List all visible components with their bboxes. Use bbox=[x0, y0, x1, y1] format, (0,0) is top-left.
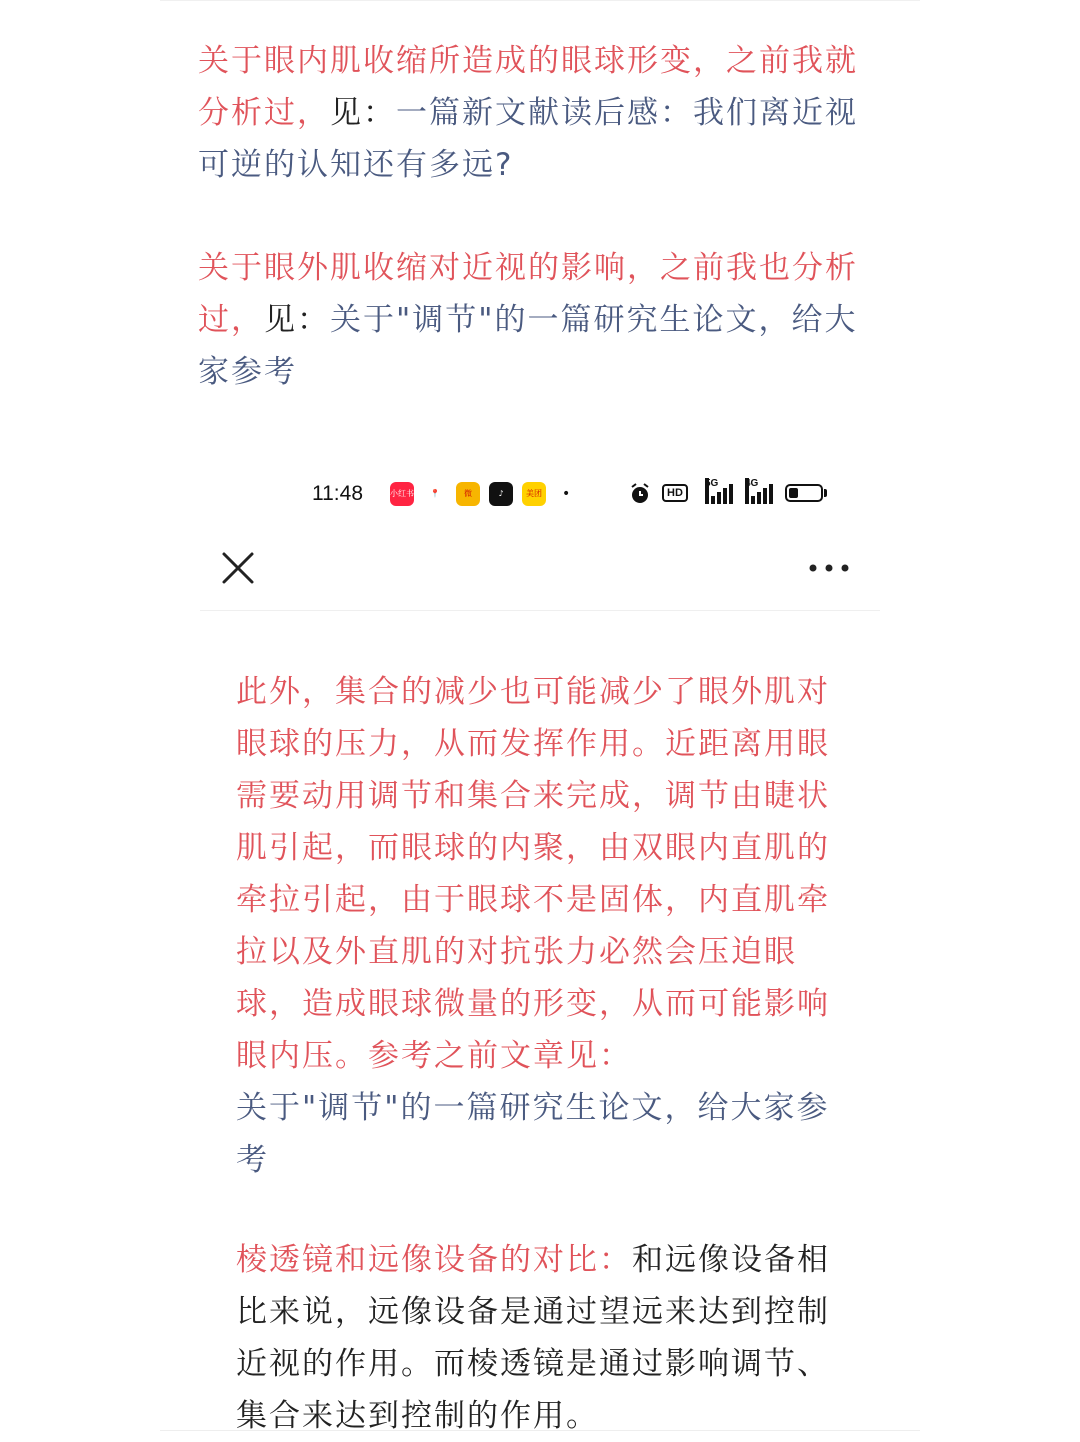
battery-icon bbox=[785, 484, 823, 502]
article-paragraph-1 bbox=[236, 666, 856, 1186]
tiktok-app-icon: ♪ bbox=[489, 482, 513, 506]
top-paragraph-1 bbox=[198, 35, 888, 191]
maps-app-icon: 📍 bbox=[423, 482, 447, 506]
top-para1-see-label: 见： bbox=[330, 95, 396, 131]
signal-4g-icon bbox=[745, 480, 775, 504]
signal-4g-label: 4G bbox=[745, 478, 749, 504]
news-app-icon: 小红书 bbox=[390, 482, 414, 506]
battery-tip bbox=[824, 489, 827, 497]
nav-bar bbox=[200, 540, 880, 611]
top-para2-red-text: 关于眼外肌收缩对近视的影响，之前我也分析过， bbox=[198, 250, 858, 338]
top-para2-see-label: 见： bbox=[264, 302, 330, 338]
signal-5g-label: 5G bbox=[705, 478, 709, 504]
article-para1-red-text: 此外，集合的减少也可能减少了眼外肌对眼球的压力，从而发挥作用。近距离用眼需要动用调节和集合来完成，调节由睫状肌引起，而眼球的内聚，由双眼内直肌的牵拉引起，由于眼球不是固体，内直肌牵拉以及外直肌的对抗张力必然会压迫眼球，造成眼球微量的形变，从而可能影响眼内压。参考之前文章见： bbox=[236, 674, 830, 1074]
status-bar bbox=[160, 470, 920, 518]
meituan-app-icon: 美团 bbox=[522, 482, 546, 506]
top-para1-link[interactable]: 一篇新文献读后感：我们离近视可逆的认知还有多远? bbox=[198, 95, 858, 183]
bottom-screenshot bbox=[160, 450, 920, 1434]
top-para1-red-text: 关于眼内肌收缩所造成的眼球形变，之前我就分析过， bbox=[198, 43, 858, 131]
hd-badge: HD bbox=[662, 484, 688, 502]
alarm-icon bbox=[628, 482, 652, 506]
status-time: 11:48 bbox=[312, 482, 363, 505]
more-icon[interactable] bbox=[804, 558, 854, 578]
battery-fill bbox=[789, 488, 798, 498]
article-para2-heading: 棱透镜和远像设备的对比： bbox=[236, 1242, 632, 1278]
top-screenshot bbox=[160, 0, 920, 431]
top-paragraph-2 bbox=[198, 242, 888, 398]
signal-5g-icon bbox=[705, 480, 735, 504]
weibo-app-icon: 微 bbox=[456, 482, 480, 506]
status-dot: • bbox=[562, 486, 571, 502]
article-paragraph-2 bbox=[236, 1234, 856, 1442]
article-para1-link[interactable]: 关于"调节"的一篇研究生论文，给大家参考 bbox=[236, 1090, 830, 1178]
top-para2-link[interactable]: 关于"调节"的一篇研究生论文，给大家参考 bbox=[198, 302, 858, 390]
close-icon[interactable] bbox=[218, 548, 258, 588]
article-para2-body: 和远像设备相比来说，远像设备是通过望远来达到控制近视的作用。而棱透镜是通过影响调节、集合来达到控制的作用。 bbox=[236, 1242, 830, 1434]
